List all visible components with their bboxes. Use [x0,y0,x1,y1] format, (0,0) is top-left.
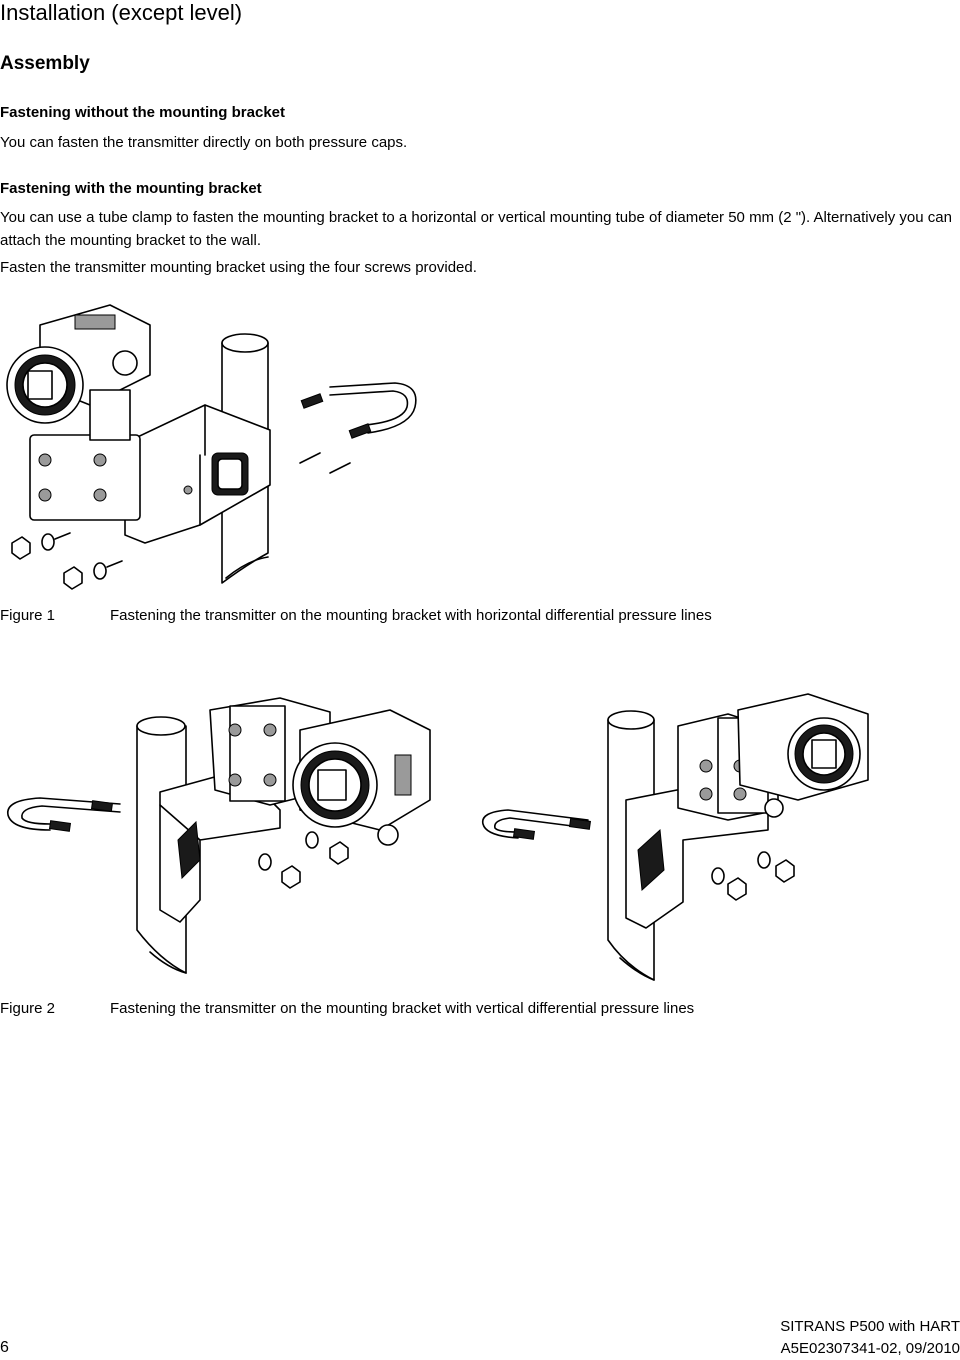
u-bolt [8,798,120,831]
transmitter [678,694,868,820]
section-title: Installation (except level) [0,0,243,25]
nuts-and-washers [712,852,794,900]
u-bolt [300,383,416,473]
page-number: 6 [0,1339,9,1356]
paragraph-without-bracket: You can fasten the transmitter directly on both pressure caps. [0,134,408,151]
paragraph-with-bracket-1: You can use a tube clamp to fasten the mounting bracket to a horizontal or vertical mounting tube of diameter 50 mm (2 "). Alternatively you can attach the mounting bracket to the wall. [0,209,952,249]
subsection-title: Assembly [0,53,90,74]
figure-1-caption: Fastening the transmitter on the mounting bracket with horizontal differential pressure lines [110,607,712,624]
heading-without-bracket: Fastening without the mounting bracket [0,104,285,121]
figure-2-caption: Fastening the transmitter on the mounting bracket with vertical differential pressure lines [110,1000,695,1017]
figure-2-left-illustration [0,690,460,990]
figure-1-illustration [0,295,440,595]
footer-product: SITRANS P500 with HART [780,1318,960,1335]
footer-doc-id: A5E02307341-02, 09/2010 [780,1340,960,1357]
nuts-and-washers [12,533,122,589]
u-bolt [483,810,591,839]
figure-2-right-illustration [478,690,898,990]
transmitter [7,305,150,520]
heading-with-bracket: Fastening with the mounting bracket [0,180,262,197]
figure-1-label: Figure 1 [0,607,56,624]
nuts-and-washers [259,832,348,888]
figure-2-label: Figure 2 [0,1000,56,1017]
paragraph-with-bracket-2: Fasten the transmitter mounting bracket using the four screws provided. [0,259,477,276]
footer-doc-info [780,1316,960,1360]
